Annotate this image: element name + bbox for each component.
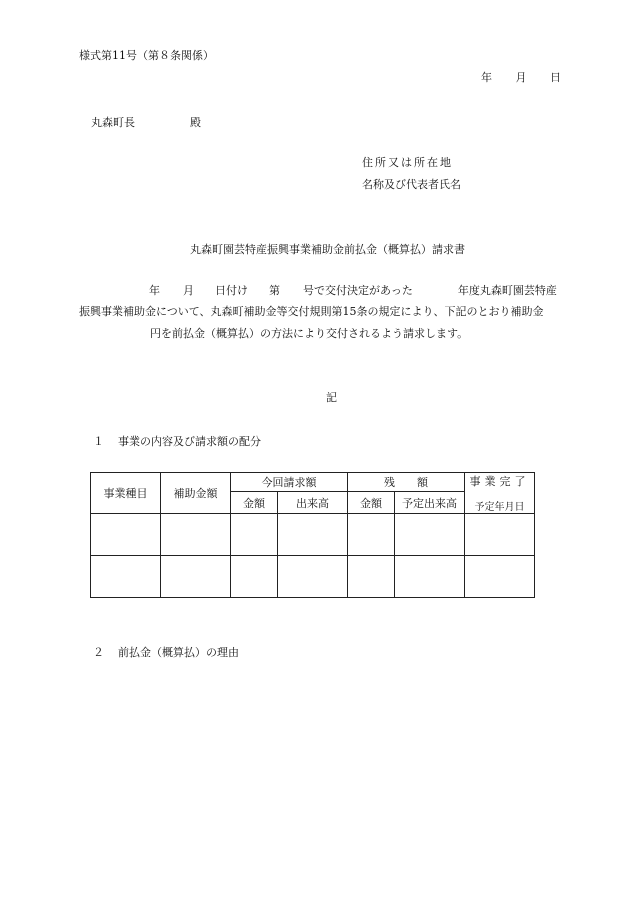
- date-month-label: 月: [515, 71, 527, 84]
- table-cell[interactable]: [161, 556, 231, 598]
- section-2-label: 前払金（概算払）の理由: [118, 646, 239, 659]
- table-cell[interactable]: [231, 514, 278, 556]
- date-day-label: 日: [550, 71, 561, 84]
- body-dai: 第: [269, 284, 280, 297]
- table-row: [91, 556, 535, 598]
- table-cell[interactable]: [348, 514, 395, 556]
- table-cell[interactable]: [91, 556, 161, 598]
- table-cell[interactable]: [278, 514, 348, 556]
- table-cell[interactable]: [278, 556, 348, 598]
- applicant-name-label: 名称及び代表者氏名: [362, 178, 461, 191]
- table-cell[interactable]: [395, 556, 465, 598]
- table-cell[interactable]: [395, 514, 465, 556]
- ki-heading: 記: [326, 391, 337, 404]
- table-cell[interactable]: [161, 514, 231, 556]
- header-planned-output: 予定出来高: [395, 492, 465, 514]
- addressee-name: 丸森町長: [91, 116, 135, 129]
- header-completion-bottom: 予定年月日: [474, 502, 525, 513]
- body-line-2: 振興事業補助金について、丸森町補助金等交付規則第15条の規定により、下記のとおり補助金: [79, 305, 544, 318]
- header-amount: 金額: [231, 492, 278, 514]
- body-decided: 号で交付決定があった: [303, 284, 413, 297]
- document-title: 丸森町園芸特産振興事業補助金前払金（概算払）請求書: [190, 243, 465, 256]
- header-subsidy-amount: 補助金額: [161, 473, 231, 514]
- addressee-honorific: 殿: [190, 116, 201, 129]
- body-line-3: 円を前払金（概算払）の方法により交付されるよう請求します。: [150, 327, 469, 340]
- table-cell[interactable]: [465, 514, 535, 556]
- body-day-dated: 日付け: [215, 284, 248, 297]
- header-project-type: 事業種目: [91, 473, 161, 514]
- table-cell[interactable]: [348, 556, 395, 598]
- table-cell[interactable]: [231, 556, 278, 598]
- section-2-number: ２: [93, 646, 104, 659]
- applicant-address-label: 住所又は所在地: [362, 156, 453, 169]
- header-remaining-amount: 金額: [348, 492, 395, 514]
- date-line: [481, 72, 561, 83]
- body-fiscal: 年度丸森町園芸特産: [457, 284, 557, 297]
- header-completion-date: [465, 473, 535, 514]
- date-year-label: 年: [481, 71, 492, 84]
- header-remaining: 残 額: [348, 473, 465, 492]
- allocation-table: [90, 472, 535, 598]
- section-1-label: 事業の内容及び請求額の配分: [118, 435, 261, 448]
- section-2-heading: [93, 647, 239, 658]
- table-row: [91, 514, 535, 556]
- header-output: 出来高: [278, 492, 348, 514]
- header-current-request: 今回請求額: [231, 473, 348, 492]
- body-month: 月: [183, 284, 194, 297]
- table-cell[interactable]: [91, 514, 161, 556]
- body-year: 年: [149, 284, 160, 297]
- table-cell[interactable]: [465, 556, 535, 598]
- body-line-1: [79, 285, 557, 296]
- section-1-heading: [93, 436, 261, 447]
- header-completion-top: 事業完了: [469, 475, 530, 488]
- form-number: 様式第11号（第８条関係）: [79, 49, 214, 62]
- addressee: [91, 117, 201, 128]
- section-1-number: １: [93, 435, 104, 448]
